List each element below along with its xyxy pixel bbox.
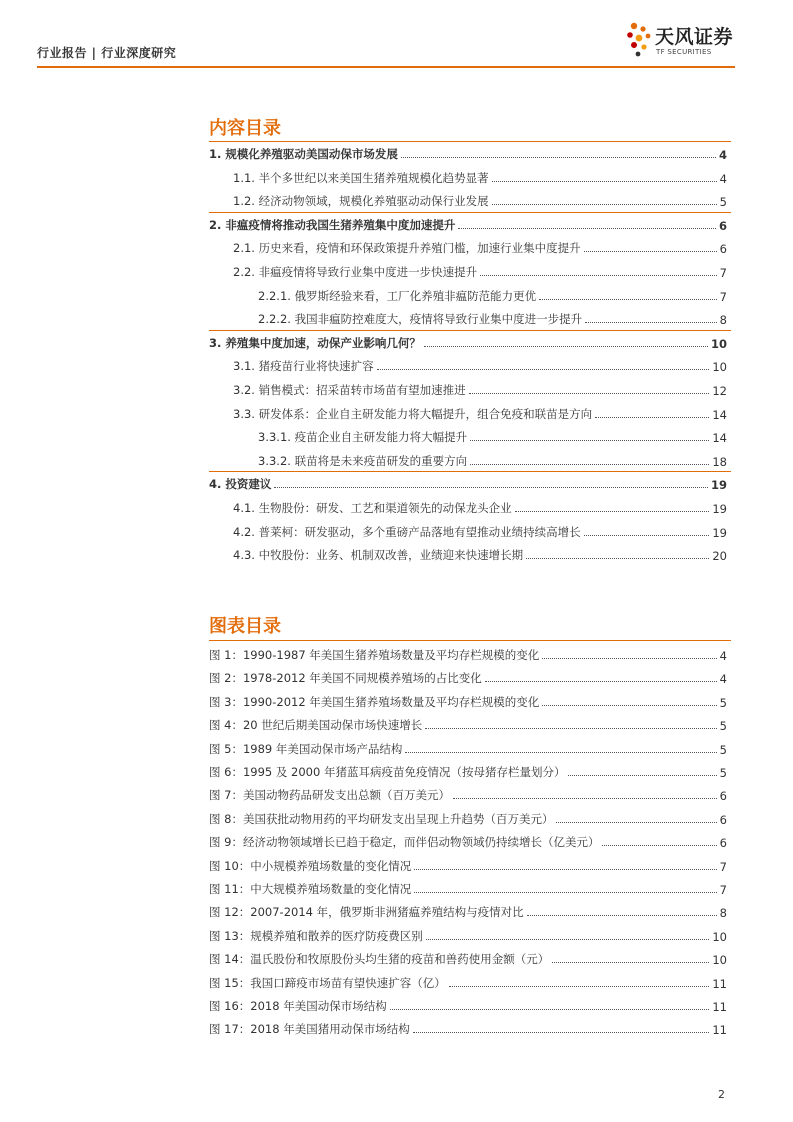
dot-leader (568, 775, 716, 776)
figure-entry[interactable] (209, 879, 727, 897)
toc-entry-label: 3.3. 研发体系：企业自主研发能力将大幅提升，组合免疫和联苗是方向 (233, 406, 593, 421)
figure-entry[interactable] (209, 1019, 727, 1037)
dot-leader (390, 1009, 710, 1010)
dot-leader (405, 752, 716, 753)
figure-entry[interactable] (209, 949, 727, 967)
figure-entry-page: 5 (719, 695, 727, 710)
toc-entry-page: 4 (719, 171, 727, 186)
toc-entry[interactable] (209, 144, 727, 162)
toc-entry-label: 3.1. 猪疫苗行业将快速扩容 (233, 359, 374, 374)
toc-entry-label: 3.3.2. 联苗将是未来疫苗研发的重要方向 (258, 453, 468, 468)
toc-entry[interactable] (233, 522, 727, 540)
figure-entry-page: 5 (719, 719, 727, 734)
figure-entry-page: 7 (719, 859, 727, 874)
report-category: 行业报告 | 行业深度研究 (37, 46, 177, 60)
dot-leader (414, 869, 716, 870)
dot-leader (414, 892, 716, 893)
toc-entry-page: 14 (712, 407, 727, 422)
toc-entry[interactable] (233, 380, 727, 398)
figure-entry-label: 图 9：经济动物领域增长已趋于稳定，而伴侣动物领域仍持续增长（亿美元） (209, 835, 600, 850)
dot-leader (602, 845, 716, 846)
page-number: 2 (718, 1088, 725, 1101)
dot-leader (526, 558, 709, 559)
dot-leader (515, 511, 710, 512)
toc-entry-label: 2. 非瘟疫情将推动我国生猪养殖集中度加速提升 (209, 217, 456, 232)
dot-leader (425, 728, 716, 729)
toc-entry-page: 12 (712, 384, 727, 398)
figure-entry[interactable] (209, 973, 727, 991)
figure-entry-label: 图 10：中小规模养殖场数量的变化情况 (209, 858, 412, 873)
toc-entry[interactable] (233, 238, 727, 256)
toc-entry-page: 19 (710, 478, 727, 493)
toc-entry-page: 10 (710, 336, 727, 351)
toc-entry-label: 3.3.1. 疫苗企业自主研发能力将大幅提升 (258, 430, 468, 445)
figure-entry-page: 7 (719, 883, 727, 897)
toc-title: 内容目录 (209, 118, 281, 139)
toc-entry-label: 3. 养殖集中度加速，动保产业影响几何？ (209, 335, 421, 350)
figure-entry-page: 10 (712, 953, 727, 968)
toc-entry[interactable] (209, 215, 727, 233)
toc-entry-label: 2.1. 历史来看，疫情和环保政策提升养殖门槛，加速行业集中度提升 (233, 241, 581, 256)
toc-entry-label: 2.2.2. 我国非瘟防控难度大，疫情将导致行业集中度进一步提升 (258, 312, 583, 327)
figure-entry-label: 图 5：1989 年美国动保市场产品结构 (209, 741, 403, 756)
dot-leader (539, 299, 717, 300)
figure-entry-page: 6 (719, 812, 727, 827)
toc-entry[interactable] (233, 356, 727, 374)
dot-leader (585, 322, 717, 323)
figure-entry-page: 5 (719, 766, 727, 780)
toc-entry-label: 4.3. 中牧股份：业务、机制双改善，业绩迎来快速增长期 (233, 548, 524, 563)
toc-entry-label: 1.2. 经济动物领域，规模化养殖驱动动保行业发展 (233, 194, 489, 209)
toc-entry-page: 19 (712, 502, 727, 516)
dot-leader (480, 275, 717, 276)
toc-entry-label: 1. 规模化养殖驱动美国动保市场发展 (209, 147, 398, 161)
toc-entry[interactable] (233, 262, 727, 280)
figure-entry-label: 图 2：1978-2012 年美国不同规模养殖场的占比变化 (209, 671, 482, 686)
figure-entry[interactable] (209, 785, 727, 803)
figure-entry-label: 图 15：我国口蹄疫市场苗有望快速扩容（亿） (209, 975, 446, 990)
figure-entry-page: 5 (719, 742, 727, 757)
toc-entry-label: 4. 投资建议 (209, 477, 272, 492)
dot-leader (469, 393, 710, 394)
toc-entry-label: 1.1. 半个多世纪以来美国生猪养殖规模化趋势显著 (233, 170, 489, 185)
dot-leader (485, 681, 717, 682)
toc-title-underline (209, 141, 731, 142)
toc-entry[interactable] (233, 168, 727, 186)
toc-entry-label: 4.1. 生物股份：研发、工艺和渠道领先的动保龙头企业 (233, 501, 512, 515)
header-divider (37, 66, 735, 68)
figure-entry-page: 11 (712, 1000, 727, 1014)
figure-entry-page: 8 (719, 906, 727, 921)
toc-entry-page: 20 (712, 549, 727, 564)
figure-entry-label: 图 11：中大规模养殖场数量的变化情况 (209, 882, 412, 896)
toc-entry[interactable] (233, 404, 727, 422)
figure-entry-label: 图 7：美国动物药品研发支出总额（百万美元） (209, 788, 450, 803)
figure-entry-label: 图 13：规模养殖和散养的医疗防疫费区别 (209, 928, 423, 943)
figure-entry[interactable] (209, 668, 727, 686)
toc-entry[interactable] (258, 286, 727, 304)
dot-leader (401, 157, 716, 158)
figure-entry-page: 4 (719, 672, 727, 687)
toc-entry-page: 18 (712, 454, 727, 469)
toc-entry[interactable] (258, 427, 727, 445)
dot-leader (542, 705, 716, 706)
toc-entry[interactable] (233, 498, 727, 516)
figure-entry[interactable] (209, 996, 727, 1014)
figure-entry[interactable] (209, 739, 727, 757)
figure-entry[interactable] (209, 715, 727, 733)
dot-leader (453, 798, 717, 799)
figure-entry[interactable] (209, 645, 727, 663)
dot-leader (470, 464, 709, 465)
brand-mark-icon (625, 20, 655, 64)
dot-leader (470, 440, 709, 441)
figure-entry-page: 4 (719, 649, 727, 663)
figure-entry-label: 图 4：20 世纪后期美国动保市场快速增长 (209, 718, 423, 733)
figure-entry-label: 图 14：温氏股份和牧原股份头均生猪的疫苗和兽药使用金额（元） (209, 952, 550, 967)
toc-entry-label: 2.2.1. 俄罗斯经验来看，工厂化养殖非瘟防范能力更优 (258, 288, 537, 303)
figure-list-title-underline (209, 640, 731, 641)
chapter-divider (209, 471, 731, 472)
figure-entry-label: 图 6：1995 及 2000 年猪蓝耳病疫苗免疫情况（按母猪存栏量划分） (209, 765, 566, 779)
toc-entry-page: 8 (719, 313, 727, 328)
dot-leader (492, 204, 717, 205)
figure-entry-page: 6 (719, 836, 727, 851)
figure-list-title: 图表目录 (209, 616, 281, 637)
toc-entry[interactable] (233, 545, 727, 563)
toc-entry-label: 4.2. 普莱柯：研发驱动，多个重磅产品落地有望推动业绩持续高增长 (233, 524, 581, 539)
figure-entry-label: 图 16：2018 年美国动保市场结构 (209, 999, 387, 1013)
figure-entry-label: 图 12：2007-2014 年，俄罗斯非洲猪瘟养殖结构与疫情对比 (209, 905, 524, 920)
toc-entry[interactable] (209, 474, 727, 492)
figure-entry[interactable] (209, 809, 727, 827)
dot-leader (377, 369, 710, 370)
toc-entry-label: 2.2. 非瘟疫情将导致行业集中度进一步快速提升 (233, 265, 478, 279)
toc-entry-page: 19 (712, 525, 727, 540)
chapter-divider (209, 212, 731, 213)
dot-leader (424, 346, 708, 347)
toc-entry-page: 10 (712, 360, 727, 375)
toc-entry-page: 5 (719, 195, 727, 210)
brand-name: 天风证券 (655, 26, 734, 48)
figure-entry-label: 图 17：2018 年美国猪用动保市场结构 (209, 1022, 410, 1037)
dot-leader (449, 986, 710, 987)
toc-entry[interactable] (258, 451, 727, 469)
figure-entry-label: 图 1：1990-1987 年美国生猪养殖场数量及平均存栏规模的变化 (209, 648, 540, 662)
dot-leader (595, 417, 709, 418)
figure-entry-label: 图 8：美国获批动物用药的平均研发支出呈现上升趋势（百万美元） (209, 811, 554, 826)
toc-entry-page: 6 (719, 242, 727, 257)
toc-entry[interactable] (258, 309, 727, 327)
brand-logo (625, 20, 740, 66)
dot-leader (584, 535, 710, 536)
toc-entry-page: 6 (718, 218, 727, 233)
figure-entry-label: 图 3：1990-2012 年美国生猪养殖场数量及平均存栏规模的变化 (209, 694, 540, 709)
toc-entry[interactable] (233, 191, 727, 209)
figure-entry[interactable] (209, 926, 727, 944)
dot-leader (274, 487, 708, 488)
figure-entry[interactable] (209, 692, 727, 710)
toc-entry[interactable] (209, 333, 727, 351)
toc-entry-page: 14 (712, 431, 727, 446)
dot-leader (458, 228, 716, 229)
figure-entry-page: 11 (712, 1023, 727, 1038)
dot-leader (552, 962, 709, 963)
figure-entry[interactable] (209, 902, 727, 920)
figure-entry-page: 10 (712, 929, 727, 944)
toc-entry-page: 4 (718, 148, 727, 162)
toc-entry-page: 7 (719, 266, 727, 280)
figure-entry[interactable] (209, 856, 727, 874)
brand-name-en: TF SECURITIES (656, 48, 712, 56)
figure-entry-page: 11 (712, 976, 727, 991)
dot-leader (527, 915, 717, 916)
dot-leader (556, 822, 716, 823)
dot-leader (492, 181, 717, 182)
dot-leader (413, 1032, 710, 1033)
toc-entry-label: 3.2. 销售模式：招采苗转市场苗有望加速推进 (233, 383, 466, 397)
dot-leader (584, 251, 717, 252)
figure-entry-page: 6 (719, 789, 727, 804)
figure-entry[interactable] (209, 762, 727, 780)
toc-entry-page: 7 (719, 289, 727, 304)
chapter-divider (209, 330, 731, 331)
dot-leader (542, 658, 716, 659)
dot-leader (426, 939, 710, 940)
figure-entry[interactable] (209, 832, 727, 850)
